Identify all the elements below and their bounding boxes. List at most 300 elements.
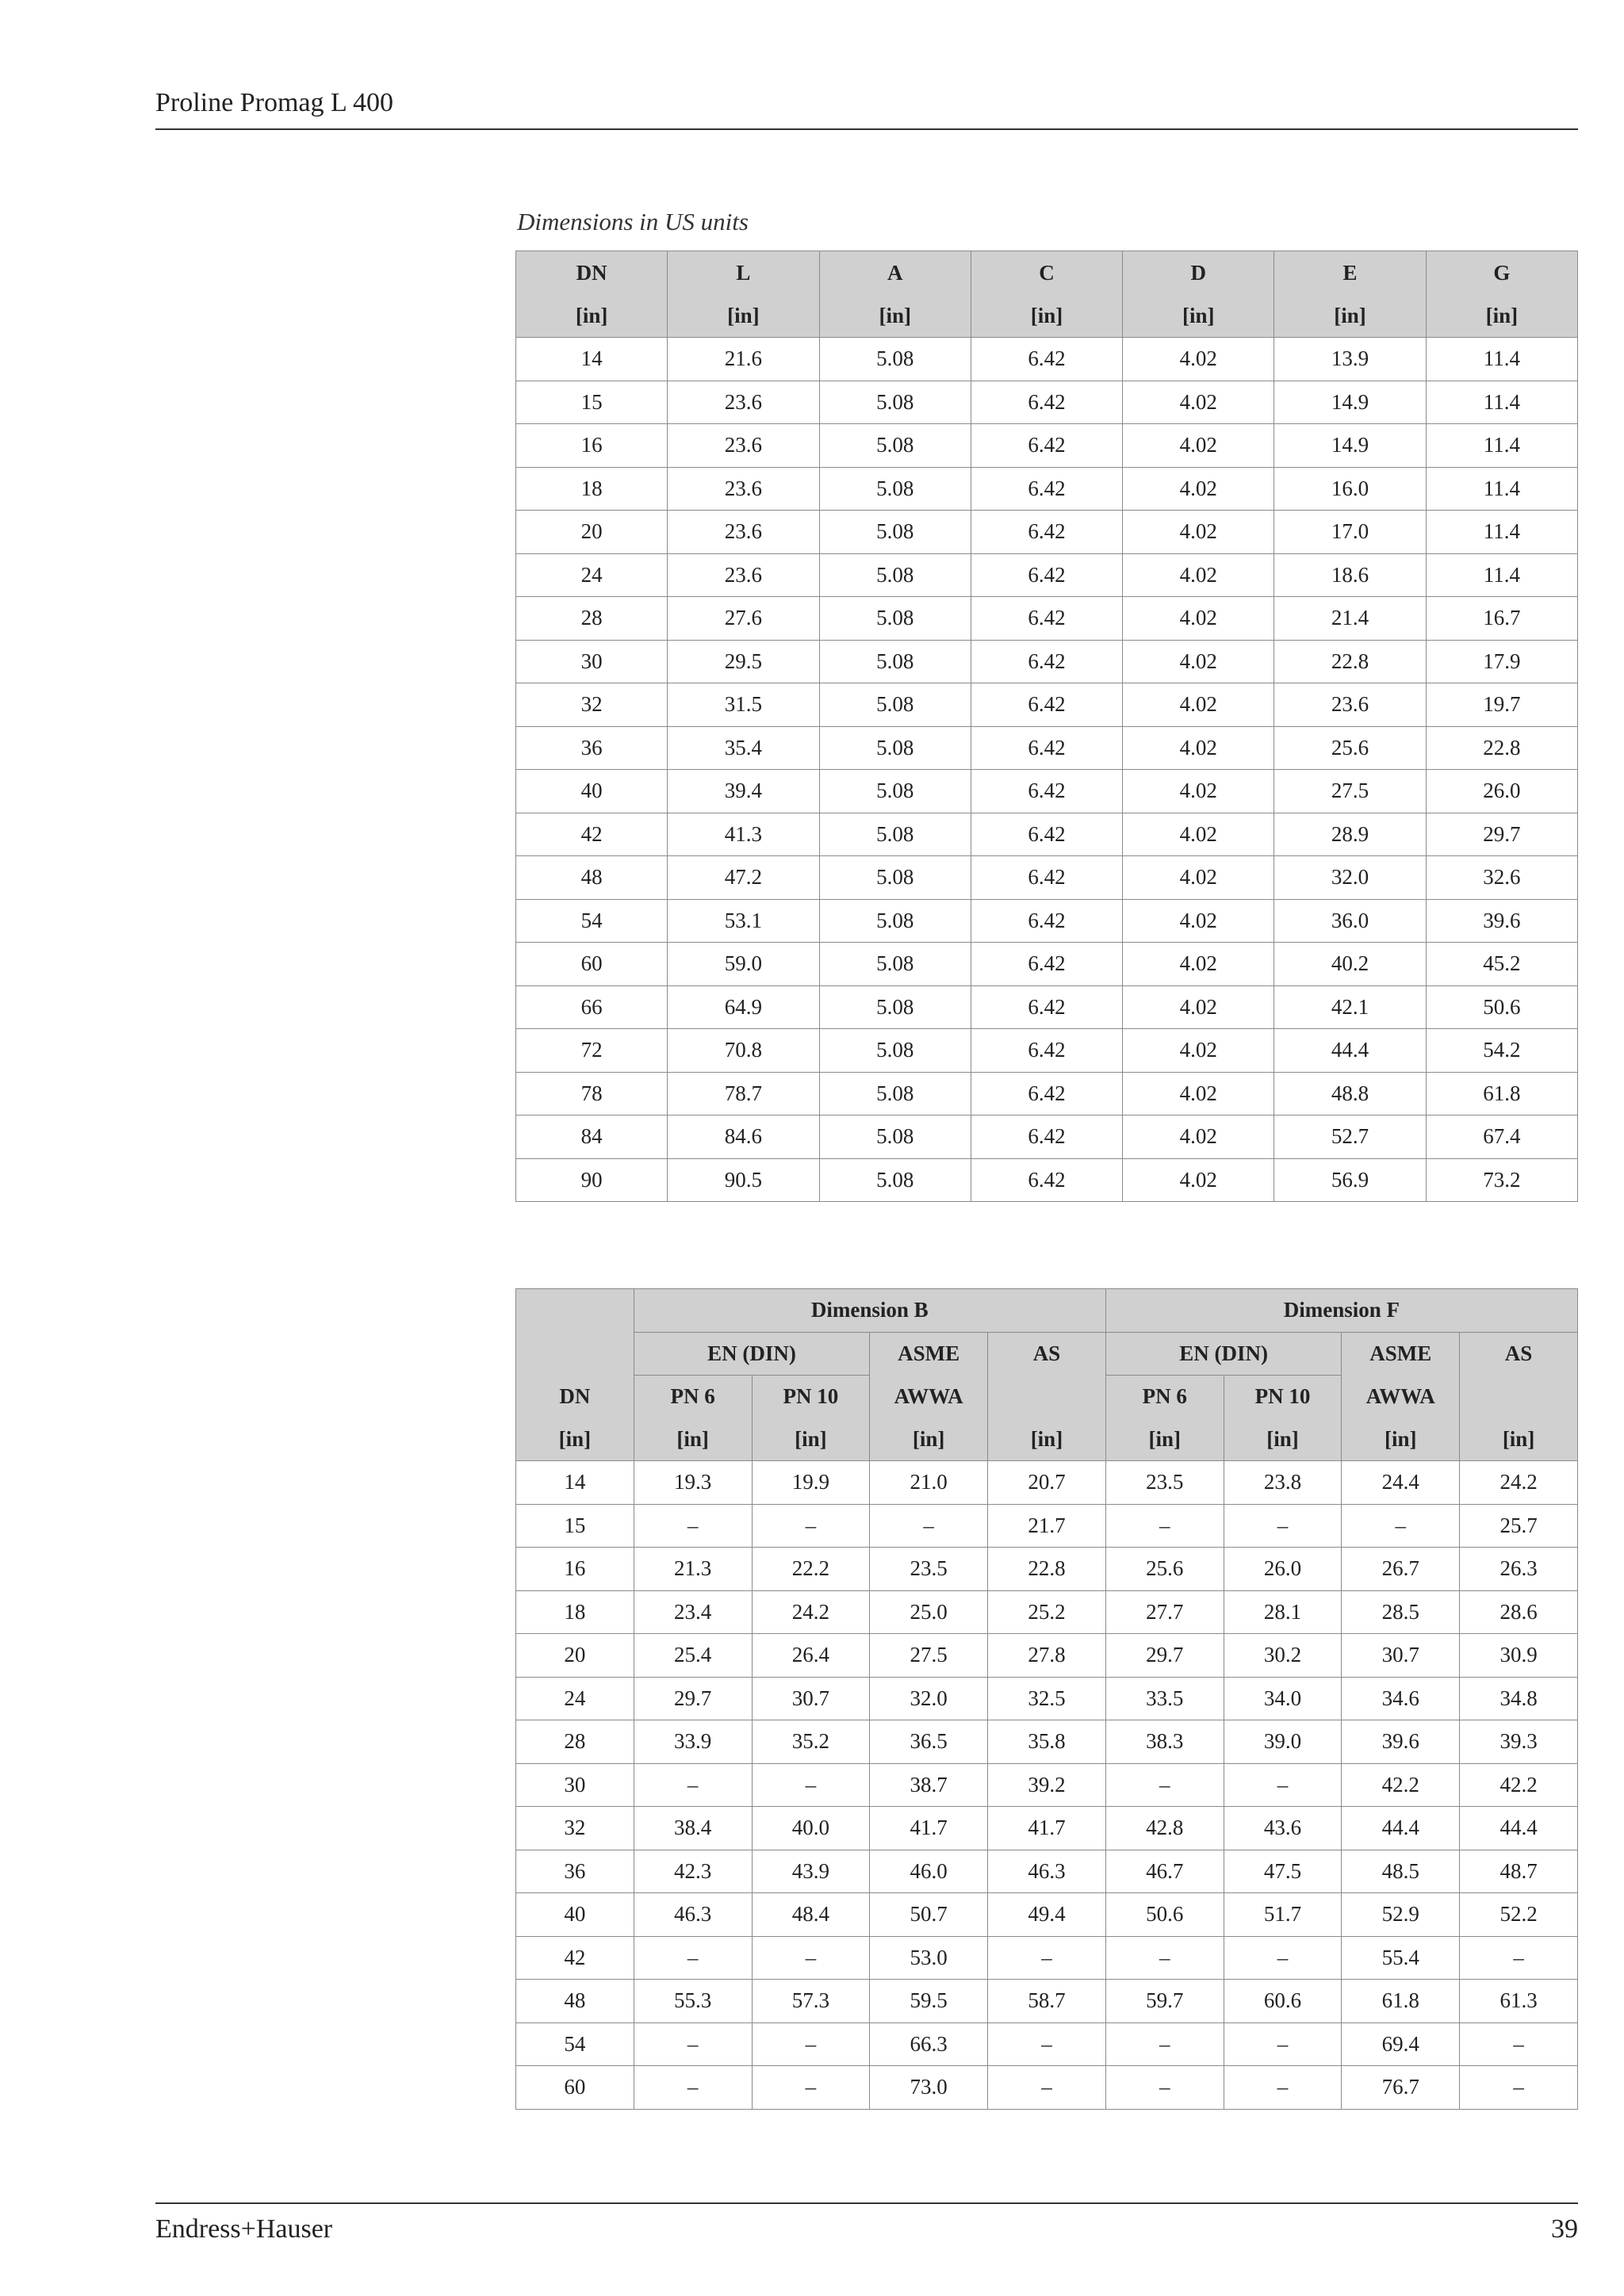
value-cell: 14.9 (1274, 424, 1426, 468)
value-cell: 11.4 (1426, 381, 1577, 424)
table-row (516, 597, 1578, 641)
value-cell: 21.0 (870, 1461, 988, 1505)
value-cell: 46.0 (870, 1850, 988, 1893)
value-cell: 27.7 (1105, 1590, 1224, 1634)
dn-cell: 42 (516, 1936, 634, 1980)
value-cell: 4.02 (1123, 1158, 1274, 1202)
dn-cell: 28 (516, 1720, 634, 1764)
value-cell: 29.7 (634, 1677, 752, 1720)
value-cell: 47.5 (1224, 1850, 1342, 1893)
value-cell: 5.08 (819, 640, 971, 683)
dn-cell: 32 (516, 1807, 634, 1850)
value-cell: 4.02 (1123, 899, 1274, 943)
value-cell: 22.2 (752, 1548, 870, 1591)
table-row (516, 899, 1578, 943)
value-cell: – (752, 1504, 870, 1548)
dn-cell: 18 (516, 1590, 634, 1634)
dn-cell: 66 (516, 985, 668, 1029)
value-cell: 44.4 (1342, 1807, 1460, 1850)
value-cell: 17.0 (1274, 511, 1426, 554)
value-cell: 52.2 (1460, 1893, 1578, 1937)
dn-cell: 78 (516, 1072, 668, 1115)
dn-cell: 16 (516, 1548, 634, 1591)
value-cell: 21.4 (1274, 597, 1426, 641)
value-cell: 39.2 (988, 1763, 1106, 1807)
value-cell: 26.7 (1342, 1548, 1460, 1591)
value-cell: 36.5 (870, 1720, 988, 1764)
value-cell: – (634, 1504, 752, 1548)
value-cell: 29.7 (1105, 1634, 1224, 1678)
value-cell: 21.3 (634, 1548, 752, 1591)
value-cell: 66.3 (870, 2022, 988, 2066)
value-cell: 48.4 (752, 1893, 870, 1937)
standard-en-din: EN (DIN) (1105, 1332, 1342, 1376)
value-cell: – (988, 2022, 1106, 2066)
value-cell: 4.02 (1123, 424, 1274, 468)
standard-asme: ASME (1342, 1332, 1460, 1376)
standard-asme: ASME (870, 1332, 988, 1376)
blank-cell (516, 1332, 634, 1376)
dn-cell: 14 (516, 1461, 634, 1505)
table-row (516, 1936, 1578, 1980)
value-cell: 6.42 (971, 381, 1122, 424)
value-cell: – (1224, 1504, 1342, 1548)
value-cell: 22.8 (1426, 726, 1577, 770)
value-cell: 38.7 (870, 1763, 988, 1807)
dn-cell: 24 (516, 1677, 634, 1720)
dimensions-table (515, 251, 1578, 1202)
value-cell: 19.3 (634, 1461, 752, 1505)
value-cell: – (1105, 1504, 1224, 1548)
value-cell: 5.08 (819, 1115, 971, 1159)
value-cell: 55.4 (1342, 1936, 1460, 1980)
column-unit: [in] (1274, 294, 1426, 338)
standard-as: AS (988, 1332, 1106, 1376)
value-cell: 6.42 (971, 813, 1122, 856)
table-row (516, 1461, 1578, 1505)
value-cell: 41.7 (870, 1807, 988, 1850)
value-cell: 24.4 (1342, 1461, 1460, 1505)
corner-cell (516, 1289, 634, 1333)
value-cell: – (634, 1936, 752, 1980)
value-cell: 73.0 (870, 2066, 988, 2110)
dn-cell: 30 (516, 640, 668, 683)
pn10-header: PN 10 (752, 1376, 870, 1418)
pn6-header: PN 6 (1105, 1376, 1224, 1418)
column-unit: [in] (516, 1418, 634, 1461)
page-footer (155, 2202, 1578, 2252)
value-cell: 6.42 (971, 511, 1122, 554)
value-cell: 6.42 (971, 338, 1122, 381)
value-cell: – (752, 1936, 870, 1980)
value-cell: 6.42 (971, 683, 1122, 727)
value-cell: 5.08 (819, 1158, 971, 1202)
table-row (516, 1115, 1578, 1159)
column-unit: [in] (752, 1418, 870, 1461)
table-row (516, 985, 1578, 1029)
value-cell: 42.3 (634, 1850, 752, 1893)
dn-cell: 18 (516, 467, 668, 511)
value-cell: 27.5 (870, 1634, 988, 1678)
value-cell: 6.42 (971, 1029, 1122, 1073)
value-cell: 5.08 (819, 1029, 971, 1073)
value-cell: 38.4 (634, 1807, 752, 1850)
value-cell: 27.6 (668, 597, 819, 641)
value-cell: 21.6 (668, 338, 819, 381)
value-cell: – (634, 2066, 752, 2110)
value-cell: 5.08 (819, 553, 971, 597)
value-cell: 49.4 (988, 1893, 1106, 1937)
value-cell: 5.08 (819, 511, 971, 554)
column-header: E (1274, 251, 1426, 295)
value-cell: 16.0 (1274, 467, 1426, 511)
group-header-row (516, 1289, 1578, 1333)
table-body (516, 338, 1578, 1202)
value-cell: 19.9 (752, 1461, 870, 1505)
table-row (516, 1720, 1578, 1764)
table-row (516, 1590, 1578, 1634)
value-cell: 26.4 (752, 1634, 870, 1678)
value-cell: 6.42 (971, 597, 1122, 641)
value-cell: 51.7 (1224, 1893, 1342, 1937)
value-cell: 16.7 (1426, 597, 1577, 641)
dn-cell: 20 (516, 1634, 634, 1678)
value-cell: 21.7 (988, 1504, 1106, 1548)
table-row (516, 1634, 1578, 1678)
column-header: A (819, 251, 971, 295)
column-header: DN (516, 251, 668, 295)
unit-row (516, 294, 1578, 338)
pn10-header: PN 10 (1224, 1376, 1342, 1418)
value-cell: 28.6 (1460, 1590, 1578, 1634)
value-cell: 45.2 (1426, 943, 1577, 986)
pn6-header: PN 6 (634, 1376, 752, 1418)
value-cell: – (1224, 1936, 1342, 1980)
header-row (516, 251, 1578, 295)
value-cell: 39.6 (1342, 1720, 1460, 1764)
dn-cell: 84 (516, 1115, 668, 1159)
value-cell: 53.1 (668, 899, 819, 943)
value-cell: 25.4 (634, 1634, 752, 1678)
pressure-header-row (516, 1376, 1578, 1418)
value-cell: 26.3 (1460, 1548, 1578, 1591)
dn-cell: 40 (516, 1893, 634, 1937)
value-cell: 11.4 (1426, 424, 1577, 468)
table-row (516, 467, 1578, 511)
value-cell: 5.08 (819, 467, 971, 511)
value-cell: 4.02 (1123, 813, 1274, 856)
value-cell: 32.6 (1426, 856, 1577, 900)
value-cell: 11.4 (1426, 553, 1577, 597)
value-cell: 6.42 (971, 770, 1122, 813)
table-row (516, 640, 1578, 683)
value-cell: 52.9 (1342, 1893, 1460, 1937)
value-cell: 43.6 (1224, 1807, 1342, 1850)
value-cell: 78.7 (668, 1072, 819, 1115)
table-row (516, 1072, 1578, 1115)
value-cell: 42.8 (1105, 1807, 1224, 1850)
value-cell: – (1224, 1763, 1342, 1807)
column-header: L (668, 251, 819, 295)
value-cell: 39.0 (1224, 1720, 1342, 1764)
value-cell: 4.02 (1123, 1115, 1274, 1159)
value-cell: 5.08 (819, 424, 971, 468)
table-row (516, 1504, 1578, 1548)
dn-cell: 32 (516, 683, 668, 727)
value-cell: 6.42 (971, 640, 1122, 683)
value-cell: 53.0 (870, 1936, 988, 1980)
value-cell: 48.7 (1460, 1850, 1578, 1893)
value-cell: 69.4 (1342, 2022, 1460, 2066)
table-row (516, 1677, 1578, 1720)
value-cell: – (870, 1504, 988, 1548)
value-cell: 41.7 (988, 1807, 1106, 1850)
column-unit: [in] (1105, 1418, 1224, 1461)
value-cell: 5.08 (819, 856, 971, 900)
value-cell: 4.02 (1123, 985, 1274, 1029)
table-row (516, 381, 1578, 424)
value-cell: 56.9 (1274, 1158, 1426, 1202)
value-cell: 38.3 (1105, 1720, 1224, 1764)
value-cell: 5.08 (819, 338, 971, 381)
dn-cell: 48 (516, 856, 668, 900)
value-cell: 5.08 (819, 381, 971, 424)
value-cell: – (1224, 2022, 1342, 2066)
value-cell: – (988, 1936, 1106, 1980)
value-cell: – (1460, 1936, 1578, 1980)
value-cell: 59.5 (870, 1980, 988, 2023)
value-cell: 5.08 (819, 899, 971, 943)
table-row (516, 856, 1578, 900)
column-unit: [in] (1123, 294, 1274, 338)
awwa-header: AWWA (1342, 1376, 1460, 1418)
value-cell: 5.08 (819, 813, 971, 856)
value-cell: 35.4 (668, 726, 819, 770)
value-cell: 73.2 (1426, 1158, 1577, 1202)
value-cell: – (988, 2066, 1106, 2110)
dn-cell: 42 (516, 813, 668, 856)
value-cell: 14.9 (1274, 381, 1426, 424)
value-cell: 5.08 (819, 683, 971, 727)
table-row (516, 726, 1578, 770)
value-cell: 30.7 (1342, 1634, 1460, 1678)
table-row (516, 1029, 1578, 1073)
value-cell: 23.8 (1224, 1461, 1342, 1505)
value-cell: 23.5 (870, 1548, 988, 1591)
table-row (516, 1893, 1578, 1937)
value-cell: 30.7 (752, 1677, 870, 1720)
value-cell: 4.02 (1123, 1072, 1274, 1115)
blank-cell (1460, 1376, 1578, 1418)
value-cell: 33.5 (1105, 1677, 1224, 1720)
dn-header: DN (516, 1376, 634, 1418)
column-unit: [in] (1224, 1418, 1342, 1461)
value-cell: 47.2 (668, 856, 819, 900)
value-cell: 25.2 (988, 1590, 1106, 1634)
value-cell: 33.9 (634, 1720, 752, 1764)
value-cell: 35.2 (752, 1720, 870, 1764)
table-caption: Dimensions in US units (517, 208, 749, 235)
value-cell: – (1105, 1936, 1224, 1980)
value-cell: 39.3 (1460, 1720, 1578, 1764)
column-header: C (971, 251, 1122, 295)
value-cell: 6.42 (971, 856, 1122, 900)
value-cell: 48.8 (1274, 1072, 1426, 1115)
value-cell: 42.2 (1460, 1763, 1578, 1807)
dn-cell: 14 (516, 338, 668, 381)
value-cell: 26.0 (1224, 1548, 1342, 1591)
value-cell: 30.2 (1224, 1634, 1342, 1678)
value-cell: 4.02 (1123, 1029, 1274, 1073)
value-cell: – (1105, 2066, 1224, 2110)
value-cell: 23.6 (668, 553, 819, 597)
value-cell: 11.4 (1426, 338, 1577, 381)
table-row (516, 1158, 1578, 1202)
value-cell: 28.5 (1342, 1590, 1460, 1634)
value-cell: 67.4 (1426, 1115, 1577, 1159)
value-cell: 84.6 (668, 1115, 819, 1159)
value-cell: 59.0 (668, 943, 819, 986)
dn-cell: 60 (516, 943, 668, 986)
value-cell: 6.42 (971, 899, 1122, 943)
dn-cell: 36 (516, 726, 668, 770)
column-unit: [in] (668, 294, 819, 338)
value-cell: 6.42 (971, 726, 1122, 770)
value-cell: 42.1 (1274, 985, 1426, 1029)
value-cell: 61.8 (1342, 1980, 1460, 2023)
value-cell: 34.0 (1224, 1677, 1342, 1720)
column-unit: [in] (819, 294, 971, 338)
dn-cell: 54 (516, 899, 668, 943)
value-cell: 55.3 (634, 1980, 752, 2023)
dn-cell: 48 (516, 1980, 634, 2023)
value-cell: – (1224, 2066, 1342, 2110)
value-cell: 40.0 (752, 1807, 870, 1850)
value-cell: 5.08 (819, 985, 971, 1029)
column-unit: [in] (870, 1418, 988, 1461)
value-cell: 46.3 (988, 1850, 1106, 1893)
group-header-dimension-f: Dimension F (1105, 1289, 1577, 1333)
column-header: D (1123, 251, 1274, 295)
value-cell: 60.6 (1224, 1980, 1342, 2023)
value-cell: 50.7 (870, 1893, 988, 1937)
value-cell: – (1460, 2022, 1578, 2066)
value-cell: – (752, 2066, 870, 2110)
value-cell: 61.3 (1460, 1980, 1578, 2023)
value-cell: 23.6 (1274, 683, 1426, 727)
value-cell: 24.2 (752, 1590, 870, 1634)
value-cell: 29.7 (1426, 813, 1577, 856)
value-cell: 4.02 (1123, 726, 1274, 770)
value-cell: 4.02 (1123, 511, 1274, 554)
value-cell: 6.42 (971, 467, 1122, 511)
dn-cell: 16 (516, 424, 668, 468)
dn-cell: 54 (516, 2022, 634, 2066)
value-cell: 48.5 (1342, 1850, 1460, 1893)
value-cell: 4.02 (1123, 338, 1274, 381)
table-row (516, 1548, 1578, 1591)
column-unit: [in] (1460, 1418, 1578, 1461)
value-cell: 43.9 (752, 1850, 870, 1893)
value-cell: 11.4 (1426, 467, 1577, 511)
value-cell: 6.42 (971, 553, 1122, 597)
standard-en-din: EN (DIN) (634, 1332, 870, 1376)
value-cell: 22.8 (988, 1548, 1106, 1591)
value-cell: – (1342, 1504, 1460, 1548)
value-cell: – (634, 1763, 752, 1807)
dn-cell: 36 (516, 1850, 634, 1893)
table-row (516, 511, 1578, 554)
value-cell: 54.2 (1426, 1029, 1577, 1073)
value-cell: 6.42 (971, 1072, 1122, 1115)
value-cell: 39.6 (1426, 899, 1577, 943)
value-cell: 76.7 (1342, 2066, 1460, 2110)
value-cell: 29.5 (668, 640, 819, 683)
awwa-header: AWWA (870, 1376, 988, 1418)
value-cell: 25.6 (1105, 1548, 1224, 1591)
dn-cell: 30 (516, 1763, 634, 1807)
value-cell: 4.02 (1123, 943, 1274, 986)
value-cell: 70.8 (668, 1029, 819, 1073)
table-row (516, 1807, 1578, 1850)
value-cell: 5.08 (819, 597, 971, 641)
value-cell: 46.3 (634, 1893, 752, 1937)
column-header: G (1426, 251, 1577, 295)
value-cell: 11.4 (1426, 511, 1577, 554)
value-cell: 6.42 (971, 943, 1122, 986)
value-cell: 6.42 (971, 1115, 1122, 1159)
value-cell: 6.42 (971, 985, 1122, 1029)
value-cell: 30.9 (1460, 1634, 1578, 1678)
value-cell: 4.02 (1123, 381, 1274, 424)
value-cell: 23.6 (668, 424, 819, 468)
value-cell: 17.9 (1426, 640, 1577, 683)
dn-cell: 40 (516, 770, 668, 813)
table-row (516, 2066, 1578, 2110)
value-cell: 44.4 (1274, 1029, 1426, 1073)
page-number: 39 (1551, 2214, 1578, 2244)
standard-as: AS (1460, 1332, 1578, 1376)
value-cell: 34.8 (1460, 1677, 1578, 1720)
value-cell: 25.7 (1460, 1504, 1578, 1548)
value-cell: 5.08 (819, 943, 971, 986)
page-header (155, 79, 1578, 130)
value-cell: 23.6 (668, 381, 819, 424)
value-cell: 52.7 (1274, 1115, 1426, 1159)
value-cell: 39.4 (668, 770, 819, 813)
column-unit: [in] (634, 1418, 752, 1461)
column-unit: [in] (1342, 1418, 1460, 1461)
table-row (516, 1850, 1578, 1893)
value-cell: 32.0 (1274, 856, 1426, 900)
standard-header-row (516, 1332, 1578, 1376)
value-cell: – (752, 1763, 870, 1807)
value-cell: 5.08 (819, 1072, 971, 1115)
table-row (516, 770, 1578, 813)
table-row (516, 553, 1578, 597)
value-cell: 27.5 (1274, 770, 1426, 813)
dn-cell: 28 (516, 597, 668, 641)
dn-cell: 90 (516, 1158, 668, 1202)
table-row (516, 943, 1578, 986)
value-cell: 25.0 (870, 1590, 988, 1634)
dn-cell: 15 (516, 381, 668, 424)
value-cell: 28.1 (1224, 1590, 1342, 1634)
table-row (516, 683, 1578, 727)
column-unit: [in] (1426, 294, 1577, 338)
dimension-b-f-table (515, 1288, 1578, 2110)
value-cell: 24.2 (1460, 1461, 1578, 1505)
